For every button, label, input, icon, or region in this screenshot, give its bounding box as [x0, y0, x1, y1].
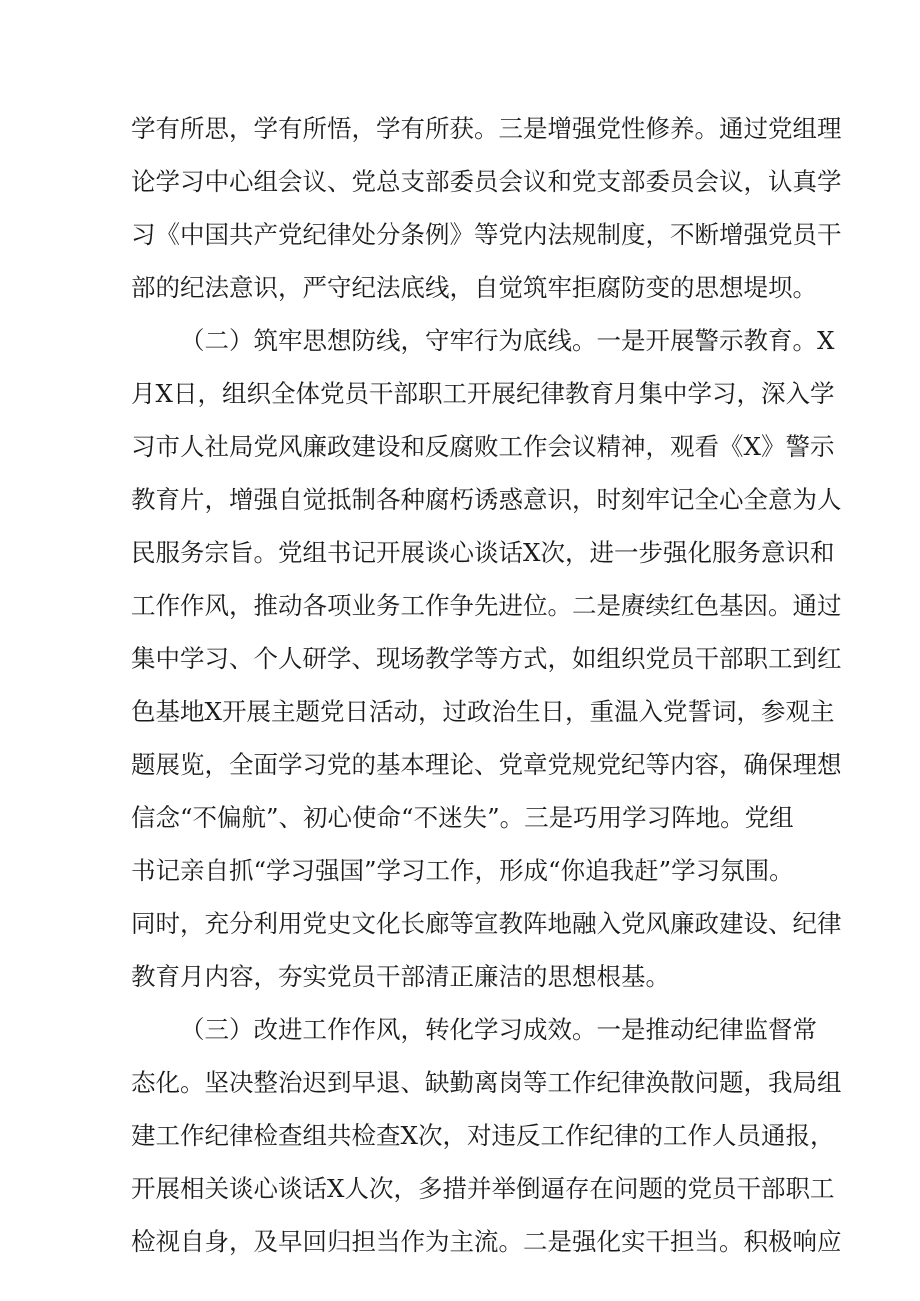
section-heading-line: （三）改进工作作风，转化学习成效。一是推动纪律监督常	[180, 1015, 817, 1044]
paragraph-line: 民服务宗旨。党组书记开展谈心谈话X次，进一步强化服务意识和	[131, 538, 835, 567]
paragraph-line: 题展览，全面学习党的基本理论、党章党规党纪等内容，确保理想	[131, 750, 842, 779]
paragraph-line: 建工作纪律检查组共检查X次，对违反工作纪律的工作人员通报，	[131, 1121, 835, 1150]
paragraph-line: 月X日，组织全体党员干部职工开展纪律教育月集中学习，深入学	[131, 379, 835, 408]
paragraph-line: 部的纪法意识，严守纪法底线，自觉筑牢拒腐防变的思想堤坝。	[131, 273, 817, 302]
paragraph-line: 习《中国共产党纪律处分条例》等党内法规制度，不断增强党员干	[131, 220, 842, 249]
paragraph-line: 开展相关谈心谈话X人次，多措并举倒逼存在问题的党员干部职工	[131, 1174, 835, 1203]
paragraph-line: 色基地X开展主题党日活动，过政治生日，重温入党誓词，参观主	[131, 697, 835, 726]
section-heading-line: （二）筑牢思想防线，守牢行为底线。一是开展警示教育。X	[180, 326, 835, 355]
paragraph-line: 态化。坚决整治迟到早退、缺勤离岗等工作纪律涣散问题，我局组	[131, 1068, 842, 1097]
paragraph-line: 教育月内容，夯实党员干部清正廉洁的思想根基。	[131, 962, 670, 991]
paragraph-line: 同时，充分利用党史文化长廊等宣教阵地融入党风廉政建设、纪律	[131, 909, 842, 938]
paragraph-line: 习市人社局党风廉政建设和反腐败工作会议精神，观看《X》警示	[131, 432, 835, 461]
paragraph-line: 教育片，增强自觉抵制各种腐朽诱惑意识，时刻牢记全心全意为人	[131, 485, 842, 514]
paragraph-line: 检视自身，及早回归担当作为主流。二是强化实干担当。积极响应	[131, 1227, 842, 1256]
paragraph-line: 论学习中心组会议、党总支部委员会议和党支部委员会议，认真学	[131, 167, 842, 196]
paragraph-line: 学有所思，学有所悟，学有所获。三是增强党性修养。通过党组理	[131, 114, 842, 143]
paragraph-line: 工作作风，推动各项业务工作争先进位。二是赓续红色基因。通过	[131, 591, 842, 620]
paragraph-line: 信念“不偏航”、初心使命“不迷失”。三是巧用学习阵地。党组	[131, 803, 794, 832]
paragraph-line: 书记亲自抓“学习强国”学习工作，形成“你追我赶”学习氛围。	[131, 856, 794, 885]
paragraph-line: 集中学习、个人研学、现场教学等方式，如组织党员干部职工到红	[131, 644, 842, 673]
